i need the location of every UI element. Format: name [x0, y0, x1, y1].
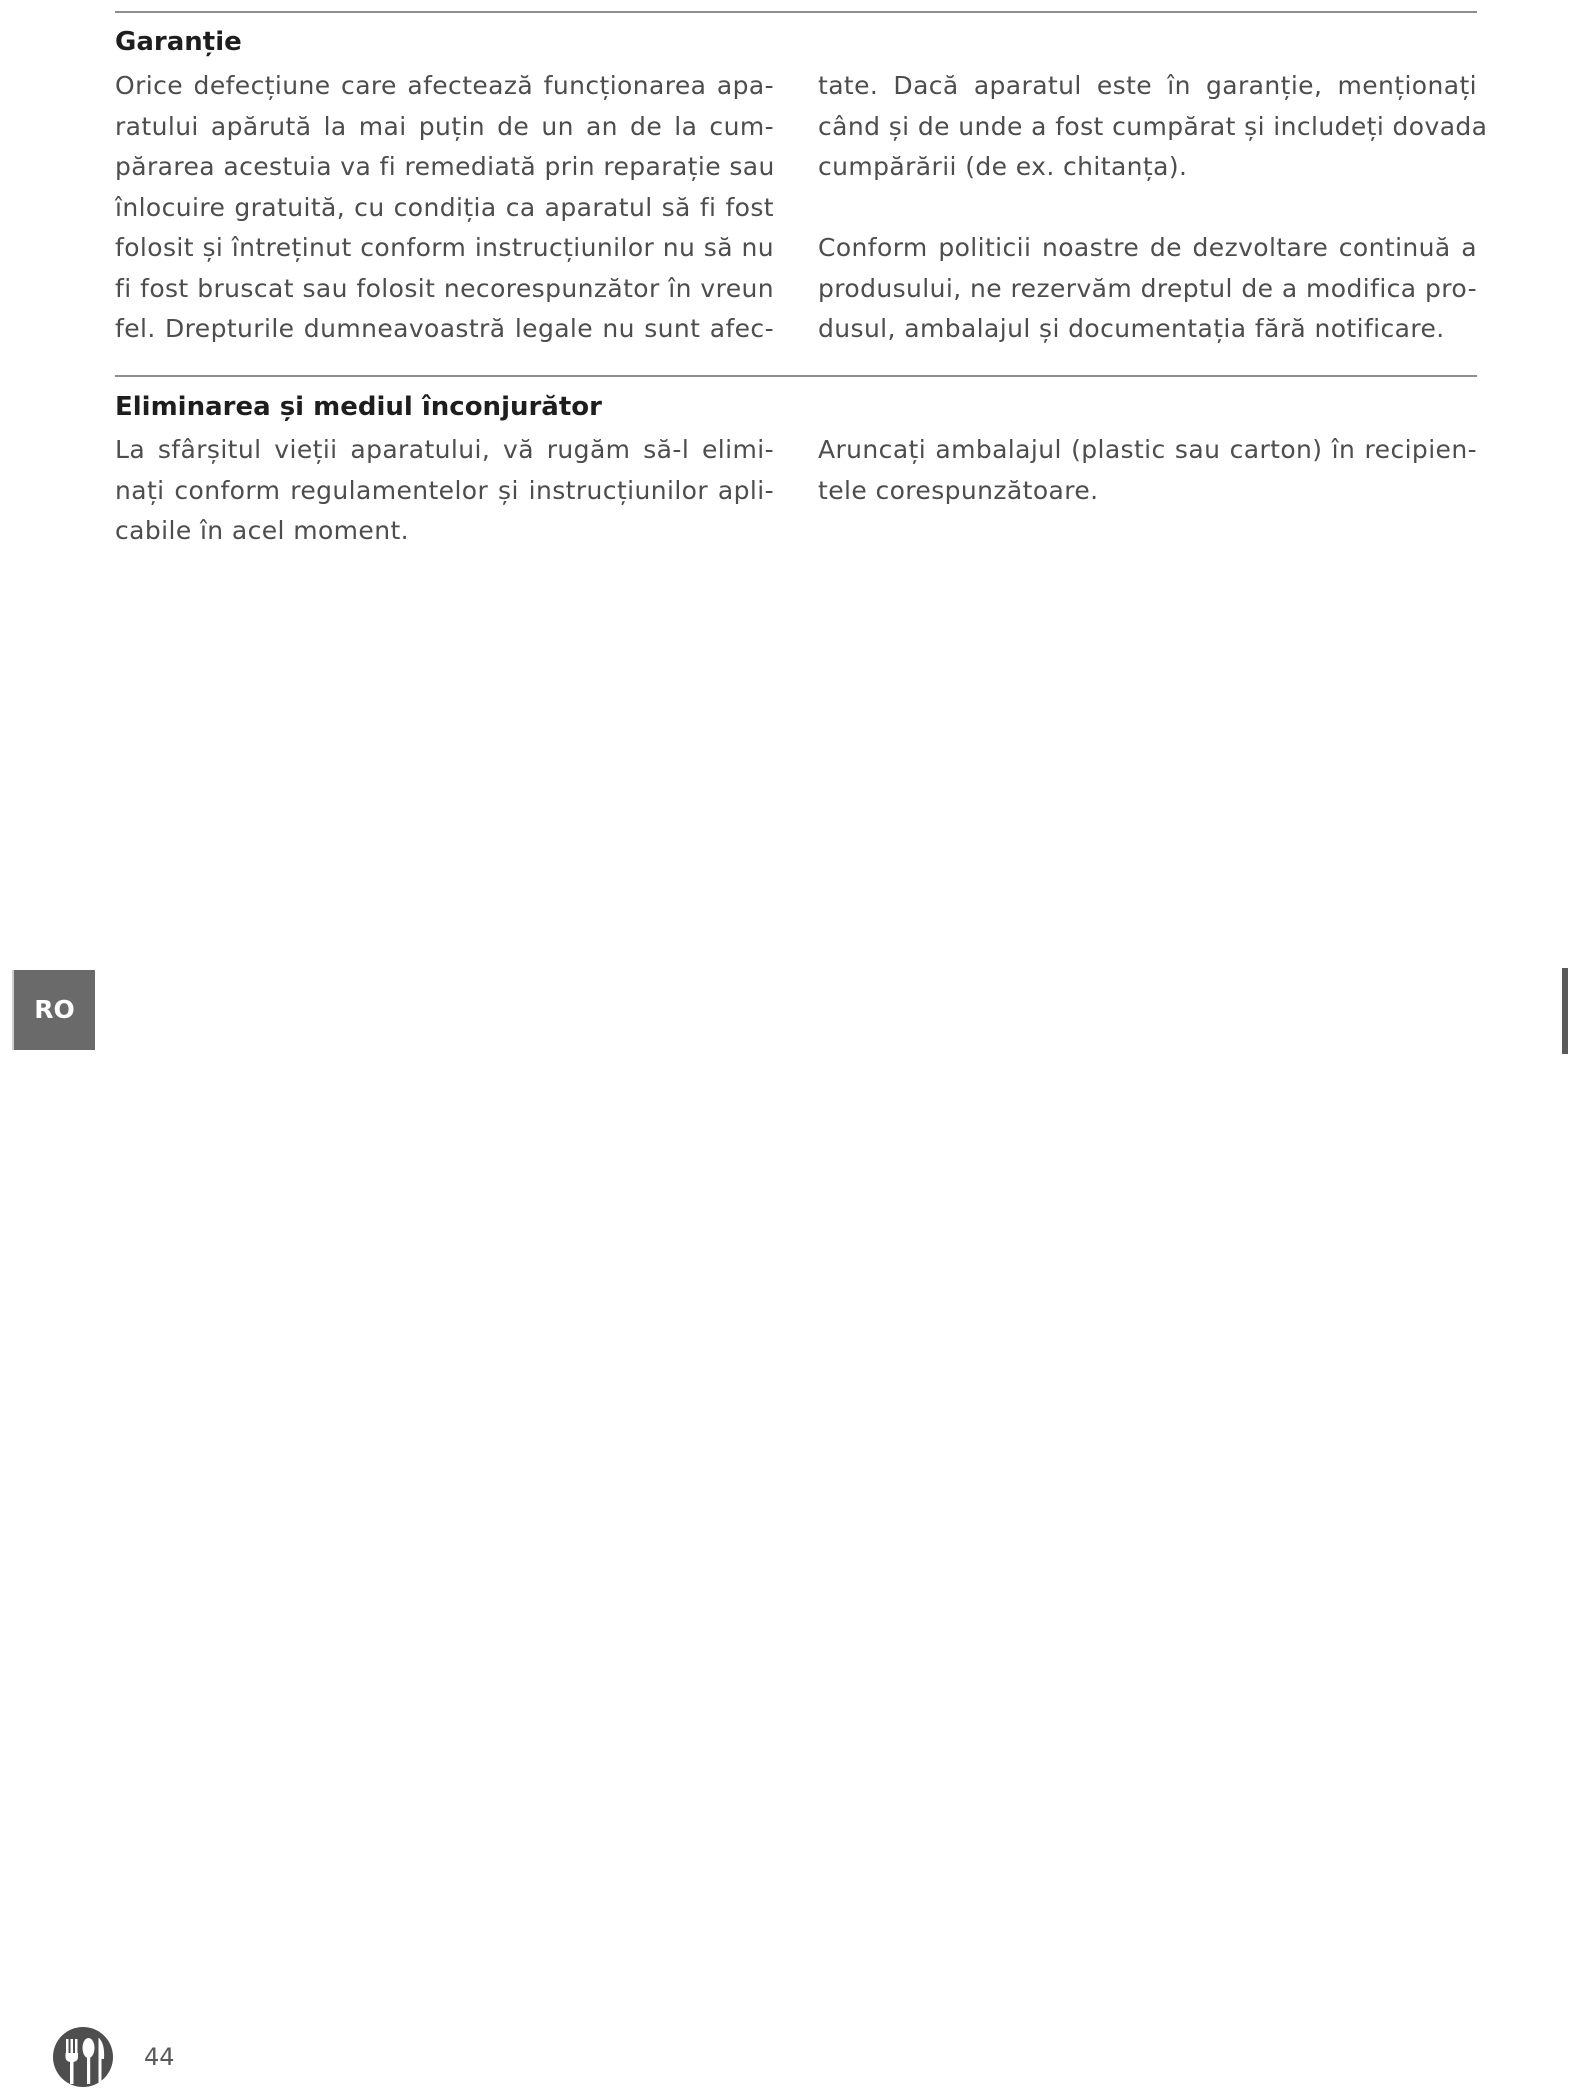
paragraph-line: folosit și întreținut conform instrucțiunilor nu să nu [115, 233, 774, 262]
paragraph-line: fel. Drepturile dumneavoastră legale nu sunt afec- [115, 314, 774, 343]
language-tab: RO [12, 970, 95, 1050]
paragraph-line: nați conform regulamentelor și instrucțiunilor apli- [115, 475, 774, 505]
paragraph-line: produsului, ne rezervăm dreptul de a modifica pro- [818, 273, 1477, 303]
warranty-right-column [818, 66, 1488, 350]
paragraph-line: dusul, ambalajul și documentația fără notificare. [818, 314, 1445, 343]
paragraph-line: Orice defecțiune care afectează funcționarea apa- [115, 71, 774, 100]
page-edge-marker [1562, 968, 1568, 1054]
paragraph-line: tate. Dacă aparatul este în garanție, menționați [818, 71, 1477, 100]
paragraph-line: Aruncați ambalajul (plastic sau carton) în recipien- [818, 435, 1477, 464]
environment-right-column [818, 430, 1477, 511]
paragraph-line: cabile în acel moment. [115, 516, 410, 545]
page-number: 44 [144, 2043, 175, 2071]
paragraph-line: când și de unde a fost cumpărat și includeți dovada [818, 111, 1488, 141]
paragraph-line: cumpărării (de ex. chitanța). [818, 152, 1188, 181]
environment-left-column [115, 430, 774, 552]
paragraph-line: ratului apărută la mai puțin de un an de la cum- [115, 111, 774, 141]
section-divider-middle [115, 375, 1477, 377]
warranty-left-column [115, 66, 774, 350]
paragraph-line: La sfârșitul vieții aparatului, vă rugăm să-l elimi- [115, 435, 774, 464]
paragraph-line: Conform politicii noastre de dezvoltare continuă a [818, 233, 1477, 262]
warranty-heading: Garanție [115, 27, 242, 57]
cutlery-logo-icon [52, 2026, 114, 2088]
paragraph-gap [818, 188, 1477, 229]
section-divider-top [115, 11, 1477, 13]
paragraph-line: părarea acestuia va fi remediată prin reparație sau [115, 152, 775, 181]
paragraph-line: înlocuire gratuită, cu condiția ca aparatul să fi fost [115, 192, 774, 222]
paragraph-line: fi fost bruscat sau folosit necorespunzător în vreun [115, 273, 774, 303]
environment-heading: Eliminarea și mediul înconjurător [115, 392, 602, 422]
paragraph-line: tele corespunzătoare. [818, 475, 1099, 505]
